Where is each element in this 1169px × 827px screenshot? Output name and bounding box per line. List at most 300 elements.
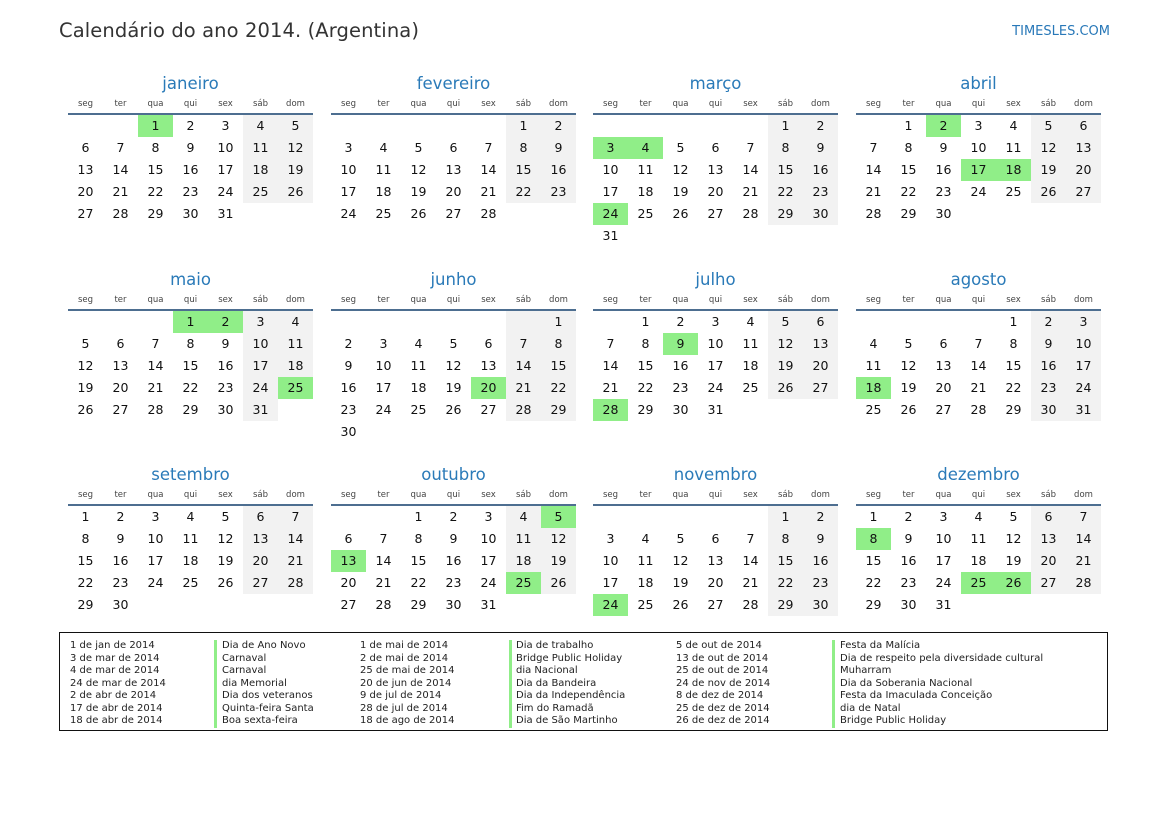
day-cell[interactable]: 25 [637, 597, 654, 612]
day-cell[interactable]: 6 [344, 531, 353, 546]
day-cell[interactable]: 11 [637, 162, 654, 177]
day-cell[interactable]: 21 [970, 380, 987, 395]
day-cell[interactable]: 23 [1031, 377, 1066, 399]
day-cell[interactable]: 19 [900, 380, 917, 395]
day-cell[interactable]: 12 [1005, 531, 1022, 546]
day-cell[interactable]: 26 [900, 402, 917, 417]
day-cell[interactable]: 9 [904, 531, 913, 546]
day-cell[interactable]: 9 [449, 531, 458, 546]
day-cell[interactable]: 2 [803, 115, 838, 137]
day-cell[interactable]: 5 [81, 336, 90, 351]
day-cell[interactable]: 26 [1031, 181, 1066, 203]
day-cell[interactable]: 14 [742, 553, 759, 568]
day-cell[interactable]: 7 [974, 336, 983, 351]
day-cell[interactable]: 9 [1031, 333, 1066, 355]
day-cell[interactable]: 22 [541, 377, 576, 399]
day-cell[interactable]: 22 [410, 575, 427, 590]
day-cell[interactable]: 13 [112, 358, 129, 373]
day-cell[interactable]: 30 [445, 597, 462, 612]
day-cell[interactable]: 23 [112, 575, 129, 590]
day-cell[interactable]: 29 [768, 594, 803, 616]
day-cell[interactable]: 12 [541, 528, 576, 550]
day-cell[interactable]: 25 [182, 575, 199, 590]
day-cell[interactable]: 6 [484, 336, 493, 351]
day-cell[interactable]: 2 [449, 509, 458, 524]
day-cell[interactable]: 18 [637, 184, 654, 199]
day-cell[interactable]: 23 [900, 575, 917, 590]
day-cell[interactable]: 8 [414, 531, 423, 546]
day-cell[interactable]: 30 [112, 597, 129, 612]
day-cell[interactable]: 10 [217, 140, 234, 155]
day-cell[interactable]: 4 [1009, 118, 1018, 133]
day-cell[interactable]: 30 [803, 203, 838, 225]
day-cell[interactable]: 8 [541, 333, 576, 355]
day-cell[interactable]: 21 [742, 184, 759, 199]
day-cell[interactable]: 25 [865, 402, 882, 417]
holiday-day-cell[interactable]: 8 [856, 528, 891, 550]
day-cell[interactable]: 7 [606, 336, 615, 351]
day-cell[interactable]: 5 [676, 531, 685, 546]
day-cell[interactable]: 15 [637, 358, 654, 373]
day-cell[interactable]: 10 [340, 162, 357, 177]
day-cell[interactable]: 28 [1066, 572, 1101, 594]
day-cell[interactable]: 9 [939, 140, 948, 155]
day-cell[interactable]: 15 [768, 159, 803, 181]
day-cell[interactable]: 1 [869, 509, 878, 524]
day-cell[interactable]: 12 [278, 137, 313, 159]
day-cell[interactable]: 10 [480, 531, 497, 546]
day-cell[interactable]: 8 [1009, 336, 1018, 351]
day-cell[interactable]: 16 [182, 162, 199, 177]
day-cell[interactable]: 16 [340, 380, 357, 395]
day-cell[interactable]: 16 [217, 358, 234, 373]
day-cell[interactable]: 7 [484, 140, 493, 155]
day-cell[interactable]: 30 [1031, 399, 1066, 421]
day-cell[interactable]: 20 [1066, 159, 1101, 181]
day-cell[interactable]: 2 [541, 115, 576, 137]
day-cell[interactable]: 14 [970, 358, 987, 373]
day-cell[interactable]: 13 [1066, 137, 1101, 159]
day-cell[interactable]: 11 [865, 358, 882, 373]
day-cell[interactable]: 16 [803, 550, 838, 572]
day-cell[interactable]: 15 [1005, 358, 1022, 373]
day-cell[interactable]: 26 [768, 377, 803, 399]
day-cell[interactable]: 28 [506, 399, 541, 421]
day-cell[interactable]: 6 [803, 311, 838, 333]
day-cell[interactable]: 10 [375, 358, 392, 373]
day-cell[interactable]: 18 [637, 575, 654, 590]
day-cell[interactable]: 1 [1009, 314, 1018, 329]
day-cell[interactable]: 19 [1005, 553, 1022, 568]
day-cell[interactable]: 18 [375, 184, 392, 199]
day-cell[interactable]: 25 [742, 380, 759, 395]
day-cell[interactable]: 17 [935, 553, 952, 568]
day-cell[interactable]: 23 [672, 380, 689, 395]
day-cell[interactable]: 17 [340, 184, 357, 199]
day-cell[interactable]: 9 [803, 528, 838, 550]
day-cell[interactable]: 4 [278, 311, 313, 333]
day-cell[interactable]: 9 [221, 336, 230, 351]
day-cell[interactable]: 29 [865, 597, 882, 612]
day-cell[interactable]: 12 [410, 162, 427, 177]
day-cell[interactable]: 9 [116, 531, 125, 546]
day-cell[interactable]: 4 [414, 336, 423, 351]
day-cell[interactable]: 14 [480, 162, 497, 177]
day-cell[interactable]: 1 [81, 509, 90, 524]
day-cell[interactable]: 23 [803, 181, 838, 203]
day-cell[interactable]: 2 [904, 509, 913, 524]
day-cell[interactable]: 1 [904, 118, 913, 133]
day-cell[interactable]: 7 [151, 336, 160, 351]
day-cell[interactable]: 22 [900, 184, 917, 199]
day-cell[interactable]: 5 [676, 140, 685, 155]
day-cell[interactable]: 10 [1066, 333, 1101, 355]
day-cell[interactable]: 24 [243, 377, 278, 399]
day-cell[interactable]: 11 [506, 528, 541, 550]
day-cell[interactable]: 13 [707, 162, 724, 177]
holiday-day-cell[interactable]: 26 [996, 572, 1031, 594]
day-cell[interactable]: 12 [1031, 137, 1066, 159]
holiday-day-cell[interactable]: 1 [138, 115, 173, 137]
day-cell[interactable]: 25 [375, 206, 392, 221]
day-cell[interactable]: 4 [869, 336, 878, 351]
day-cell[interactable]: 12 [672, 553, 689, 568]
day-cell[interactable]: 17 [375, 380, 392, 395]
day-cell[interactable]: 18 [243, 159, 278, 181]
day-cell[interactable]: 17 [147, 553, 164, 568]
day-cell[interactable]: 15 [865, 553, 882, 568]
day-cell[interactable]: 10 [970, 140, 987, 155]
day-cell[interactable]: 10 [147, 531, 164, 546]
day-cell[interactable]: 21 [1066, 550, 1101, 572]
day-cell[interactable]: 11 [742, 336, 759, 351]
day-cell[interactable]: 8 [641, 336, 650, 351]
day-cell[interactable]: 14 [147, 358, 164, 373]
day-cell[interactable]: 1 [768, 115, 803, 137]
day-cell[interactable]: 9 [541, 137, 576, 159]
day-cell[interactable]: 16 [900, 553, 917, 568]
day-cell[interactable]: 18 [182, 553, 199, 568]
day-cell[interactable]: 7 [506, 333, 541, 355]
day-cell[interactable]: 19 [1031, 159, 1066, 181]
day-cell[interactable]: 3 [939, 509, 948, 524]
day-cell[interactable]: 12 [77, 358, 94, 373]
day-cell[interactable]: 7 [746, 140, 755, 155]
day-cell[interactable]: 28 [278, 572, 313, 594]
day-cell[interactable]: 16 [803, 159, 838, 181]
day-cell[interactable]: 20 [77, 184, 94, 199]
day-cell[interactable]: 20 [707, 575, 724, 590]
day-cell[interactable]: 22 [768, 181, 803, 203]
holiday-day-cell[interactable]: 25 [278, 377, 313, 399]
day-cell[interactable]: 26 [541, 572, 576, 594]
day-cell[interactable]: 6 [81, 140, 90, 155]
day-cell[interactable]: 2 [1031, 311, 1066, 333]
day-cell[interactable]: 29 [77, 597, 94, 612]
day-cell[interactable]: 20 [707, 184, 724, 199]
day-cell[interactable]: 7 [746, 531, 755, 546]
day-cell[interactable]: 27 [77, 206, 94, 221]
day-cell[interactable]: 14 [278, 528, 313, 550]
day-cell[interactable]: 30 [803, 594, 838, 616]
day-cell[interactable]: 12 [217, 531, 234, 546]
day-cell[interactable]: 17 [480, 553, 497, 568]
day-cell[interactable]: 3 [379, 336, 388, 351]
day-cell[interactable]: 27 [803, 377, 838, 399]
day-cell[interactable]: 25 [637, 206, 654, 221]
day-cell[interactable]: 13 [243, 528, 278, 550]
day-cell[interactable]: 29 [541, 399, 576, 421]
day-cell[interactable]: 30 [182, 206, 199, 221]
day-cell[interactable]: 20 [1031, 550, 1066, 572]
day-cell[interactable]: 24 [375, 402, 392, 417]
day-cell[interactable]: 7 [1066, 506, 1101, 528]
day-cell[interactable]: 17 [707, 358, 724, 373]
day-cell[interactable]: 11 [375, 162, 392, 177]
day-cell[interactable]: 26 [410, 206, 427, 221]
day-cell[interactable]: 22 [768, 572, 803, 594]
day-cell[interactable]: 20 [112, 380, 129, 395]
day-cell[interactable]: 18 [506, 550, 541, 572]
day-cell[interactable]: 7 [869, 140, 878, 155]
day-cell[interactable]: 15 [900, 162, 917, 177]
day-cell[interactable]: 22 [147, 184, 164, 199]
day-cell[interactable]: 2 [116, 509, 125, 524]
day-cell[interactable]: 24 [707, 380, 724, 395]
day-cell[interactable]: 16 [672, 358, 689, 373]
day-cell[interactable]: 5 [768, 311, 803, 333]
holiday-day-cell[interactable]: 18 [856, 377, 891, 399]
day-cell[interactable]: 29 [147, 206, 164, 221]
day-cell[interactable]: 28 [375, 597, 392, 612]
day-cell[interactable]: 14 [865, 162, 882, 177]
day-cell[interactable]: 18 [742, 358, 759, 373]
day-cell[interactable]: 1 [641, 314, 650, 329]
day-cell[interactable]: 6 [711, 531, 720, 546]
day-cell[interactable]: 14 [375, 553, 392, 568]
day-cell[interactable]: 28 [112, 206, 129, 221]
day-cell[interactable]: 24 [340, 206, 357, 221]
day-cell[interactable]: 15 [77, 553, 94, 568]
day-cell[interactable]: 2 [186, 118, 195, 133]
day-cell[interactable]: 3 [344, 140, 353, 155]
day-cell[interactable]: 9 [803, 137, 838, 159]
day-cell[interactable]: 8 [151, 140, 160, 155]
holiday-day-cell[interactable]: 4 [628, 137, 663, 159]
day-cell[interactable]: 23 [217, 380, 234, 395]
day-cell[interactable]: 13 [445, 162, 462, 177]
day-cell[interactable]: 15 [541, 355, 576, 377]
day-cell[interactable]: 16 [445, 553, 462, 568]
day-cell[interactable]: 13 [480, 358, 497, 373]
day-cell[interactable]: 13 [707, 553, 724, 568]
day-cell[interactable]: 15 [506, 159, 541, 181]
holiday-day-cell[interactable]: 25 [961, 572, 996, 594]
day-cell[interactable]: 10 [707, 336, 724, 351]
day-cell[interactable]: 17 [1066, 355, 1101, 377]
day-cell[interactable]: 3 [221, 118, 230, 133]
day-cell[interactable]: 4 [746, 314, 755, 329]
day-cell[interactable]: 17 [243, 355, 278, 377]
day-cell[interactable]: 5 [278, 115, 313, 137]
day-cell[interactable]: 31 [1066, 399, 1101, 421]
day-cell[interactable]: 1 [541, 311, 576, 333]
day-cell[interactable]: 25 [243, 181, 278, 203]
day-cell[interactable]: 24 [935, 575, 952, 590]
day-cell[interactable]: 31 [480, 597, 497, 612]
day-cell[interactable]: 15 [410, 553, 427, 568]
day-cell[interactable]: 27 [707, 206, 724, 221]
day-cell[interactable]: 21 [480, 184, 497, 199]
day-cell[interactable]: 30 [217, 402, 234, 417]
day-cell[interactable]: 13 [935, 358, 952, 373]
day-cell[interactable]: 27 [1031, 572, 1066, 594]
day-cell[interactable]: 25 [1005, 184, 1022, 199]
day-cell[interactable]: 10 [243, 333, 278, 355]
day-cell[interactable]: 6 [939, 336, 948, 351]
day-cell[interactable]: 23 [445, 575, 462, 590]
day-cell[interactable]: 27 [1066, 181, 1101, 203]
day-cell[interactable]: 20 [340, 575, 357, 590]
day-cell[interactable]: 23 [935, 184, 952, 199]
day-cell[interactable]: 16 [541, 159, 576, 181]
holiday-day-cell[interactable]: 24 [593, 594, 628, 616]
day-cell[interactable]: 10 [935, 531, 952, 546]
day-cell[interactable]: 11 [182, 531, 199, 546]
day-cell[interactable]: 15 [147, 162, 164, 177]
holiday-day-cell[interactable]: 20 [471, 377, 506, 399]
day-cell[interactable]: 15 [768, 550, 803, 572]
day-cell[interactable]: 17 [217, 162, 234, 177]
day-cell[interactable]: 28 [742, 597, 759, 612]
day-cell[interactable]: 18 [278, 355, 313, 377]
day-cell[interactable]: 19 [77, 380, 94, 395]
day-cell[interactable]: 29 [637, 402, 654, 417]
day-cell[interactable]: 14 [112, 162, 129, 177]
day-cell[interactable]: 1 [768, 506, 803, 528]
day-cell[interactable]: 4 [186, 509, 195, 524]
day-cell[interactable]: 31 [707, 402, 724, 417]
day-cell[interactable]: 5 [449, 336, 458, 351]
day-cell[interactable]: 8 [506, 137, 541, 159]
day-cell[interactable]: 19 [541, 550, 576, 572]
day-cell[interactable]: 30 [900, 597, 917, 612]
day-cell[interactable]: 28 [742, 206, 759, 221]
day-cell[interactable]: 20 [803, 355, 838, 377]
day-cell[interactable]: 6 [449, 140, 458, 155]
day-cell[interactable]: 26 [77, 402, 94, 417]
day-cell[interactable]: 16 [935, 162, 952, 177]
day-cell[interactable]: 11 [637, 553, 654, 568]
day-cell[interactable]: 30 [672, 402, 689, 417]
day-cell[interactable]: 14 [742, 162, 759, 177]
day-cell[interactable]: 4 [974, 509, 983, 524]
day-cell[interactable]: 13 [77, 162, 94, 177]
day-cell[interactable]: 27 [340, 597, 357, 612]
day-cell[interactable]: 26 [278, 181, 313, 203]
day-cell[interactable]: 23 [182, 184, 199, 199]
day-cell[interactable]: 4 [641, 531, 650, 546]
holiday-day-cell[interactable]: 3 [593, 137, 628, 159]
day-cell[interactable]: 8 [904, 140, 913, 155]
day-cell[interactable]: 6 [116, 336, 125, 351]
holiday-day-cell[interactable]: 5 [541, 506, 576, 528]
day-cell[interactable]: 18 [970, 553, 987, 568]
day-cell[interactable]: 29 [900, 206, 917, 221]
day-cell[interactable]: 31 [217, 206, 234, 221]
day-cell[interactable]: 9 [344, 358, 353, 373]
day-cell[interactable]: 26 [672, 206, 689, 221]
day-cell[interactable]: 7 [278, 506, 313, 528]
day-cell[interactable]: 8 [186, 336, 195, 351]
holiday-day-cell[interactable]: 18 [996, 159, 1031, 181]
day-cell[interactable]: 21 [865, 184, 882, 199]
day-cell[interactable]: 19 [410, 184, 427, 199]
day-cell[interactable]: 21 [506, 377, 541, 399]
day-cell[interactable]: 14 [1066, 528, 1101, 550]
day-cell[interactable]: 21 [375, 575, 392, 590]
day-cell[interactable]: 7 [379, 531, 388, 546]
day-cell[interactable]: 6 [1066, 115, 1101, 137]
day-cell[interactable]: 14 [602, 358, 619, 373]
day-cell[interactable]: 5 [904, 336, 913, 351]
day-cell[interactable]: 2 [344, 336, 353, 351]
day-cell[interactable]: 11 [410, 358, 427, 373]
day-cell[interactable]: 28 [147, 402, 164, 417]
day-cell[interactable]: 9 [186, 140, 195, 155]
day-cell[interactable]: 21 [112, 184, 129, 199]
day-cell[interactable]: 29 [410, 597, 427, 612]
day-cell[interactable]: 30 [935, 206, 952, 221]
holiday-day-cell[interactable]: 9 [663, 333, 698, 355]
day-cell[interactable]: 8 [768, 528, 803, 550]
day-cell[interactable]: 5 [221, 509, 230, 524]
day-cell[interactable]: 12 [445, 358, 462, 373]
day-cell[interactable]: 28 [480, 206, 497, 221]
day-cell[interactable]: 23 [803, 572, 838, 594]
day-cell[interactable]: 5 [1009, 509, 1018, 524]
day-cell[interactable]: 23 [541, 181, 576, 203]
day-cell[interactable]: 31 [935, 597, 952, 612]
day-cell[interactable]: 2 [676, 314, 685, 329]
day-cell[interactable]: 24 [970, 184, 987, 199]
day-cell[interactable]: 22 [637, 380, 654, 395]
day-cell[interactable]: 22 [182, 380, 199, 395]
day-cell[interactable]: 27 [480, 402, 497, 417]
day-cell[interactable]: 31 [243, 399, 278, 421]
day-cell[interactable]: 23 [340, 402, 357, 417]
day-cell[interactable]: 22 [1005, 380, 1022, 395]
day-cell[interactable]: 16 [112, 553, 129, 568]
day-cell[interactable]: 11 [243, 137, 278, 159]
day-cell[interactable]: 22 [77, 575, 94, 590]
holiday-day-cell[interactable]: 24 [593, 203, 628, 225]
day-cell[interactable]: 14 [506, 355, 541, 377]
day-cell[interactable]: 27 [112, 402, 129, 417]
day-cell[interactable]: 29 [182, 402, 199, 417]
day-cell[interactable]: 6 [711, 140, 720, 155]
day-cell[interactable]: 13 [803, 333, 838, 355]
day-cell[interactable]: 1 [414, 509, 423, 524]
day-cell[interactable]: 3 [711, 314, 720, 329]
day-cell[interactable]: 3 [484, 509, 493, 524]
day-cell[interactable]: 19 [217, 553, 234, 568]
day-cell[interactable]: 21 [147, 380, 164, 395]
day-cell[interactable]: 24 [1066, 377, 1101, 399]
day-cell[interactable]: 21 [742, 575, 759, 590]
day-cell[interactable]: 12 [672, 162, 689, 177]
day-cell[interactable]: 26 [672, 597, 689, 612]
